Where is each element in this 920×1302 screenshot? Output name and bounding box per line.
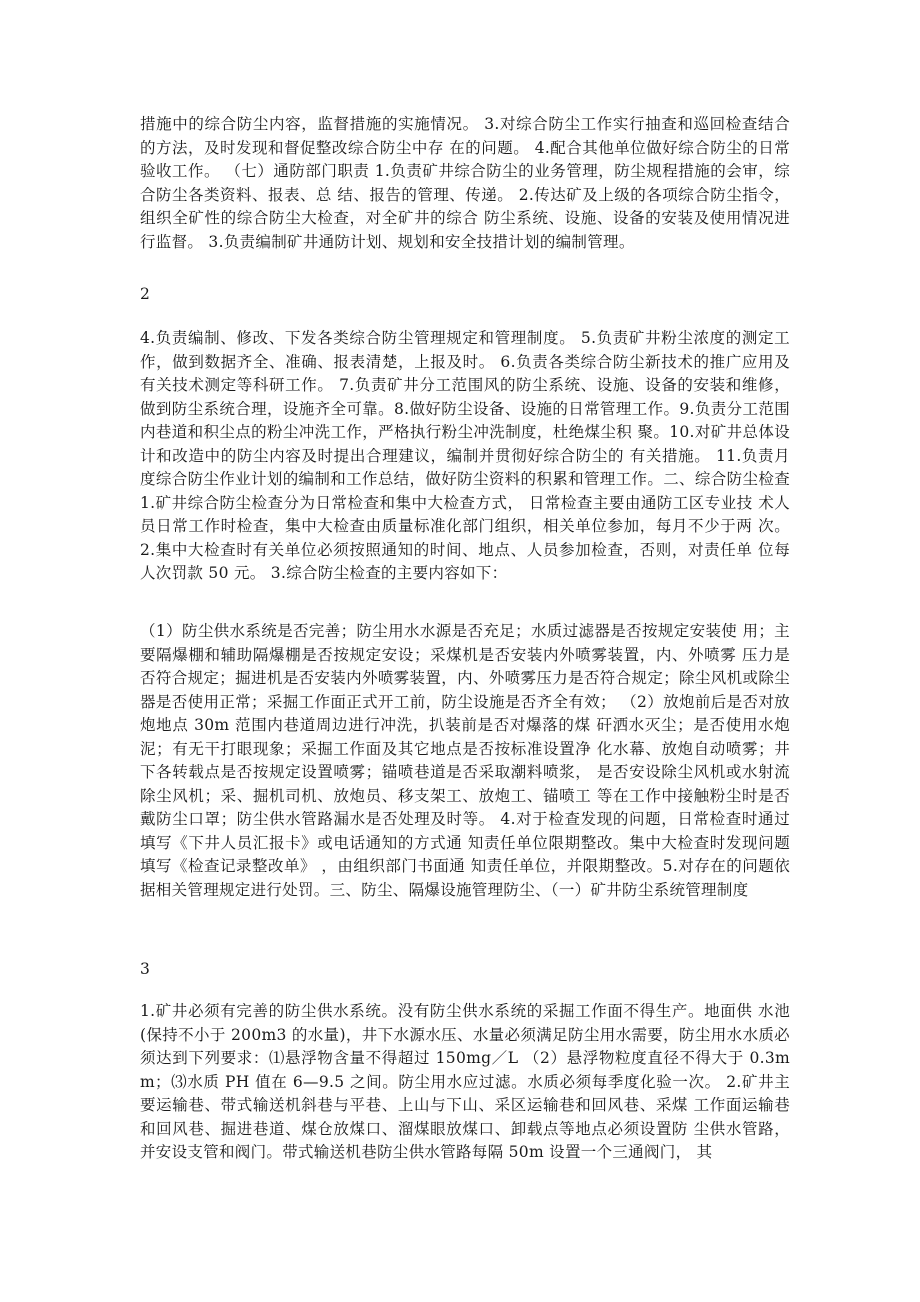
page-number-3: 3 — [140, 960, 150, 978]
paragraph-3: （1）防尘供水系统是否完善；防尘用水水源是否充足；水质过滤器是否按规定安装使 用；主要隔爆棚和辅助隔爆棚是否按规定安设；采煤机是否安装内外喷雾装置，内、外喷雾 压力是否符合规定；掘进机是否安装内外喷雾装置，内、外喷雾压力是否符合规定；除尘风机或除尘器是否使用正常；采掘工作面正式开工前，防尘设施是否齐全有效； （2）放炮前后是否对放炮地点 30m 范围内巷道周边进行冲洗，扒装前是否对爆落的煤 矸洒水灭尘；是否使用水炮泥；有无干打眼现象；采掘工作面及其它地点是否按标准设置净 化水幕、放炮自动喷雾；井下各转载点是否按规定设置喷雾；锚喷巷道是否采取潮料喷浆， 是否安设除尘风机或水射流除尘风机；采、掘机司机、放炮员、移支架工、放炮工、锚喷工 等在工作中接触粉尘时是否戴防尘口罩；防尘供水管路漏水是否处理及时等。 4.对于检查发现的问题，日常检查时通过填写《下井人员汇报卡》或电话通知的方式通 知责任单位限期整改。集中大检查时发现问题填写《检查记录整改单》 ，由组织部门书面通 知责任单位，并限期整改。5.对存在的问题依据相关管理规定进行处罚。三、防尘、隔爆设施管理防尘、（一）矿井防尘系统管理制度 — [140, 622, 790, 899]
page-number-2: 2 — [140, 285, 150, 303]
paragraph-2: 4.负责编制、修改、下发各类综合防尘管理规定和管理制度。 5.负责矿井粉尘浓度的测定工作，做到数据齐全、准确、报表清楚，上报及时。 6.负责各类综合防尘新技术的推广应用及有关技术测定等科研工作。 7.负责矿井分工范围风的防尘系统、设施、设备的安装和维修，做到防尘系统合理，设施齐全可靠。8.做好防尘设备、设施的日常管理工作。9.负责分工范围内巷道和积尘点的粉尘冲洗工作，严格执行粉尘冲洗制度，杜绝煤尘积 聚。10.对矿井总体设计和改造中的防尘内容及时提出合理建议，编制并贯彻好综合防尘的 有关措施。 11.负责月度综合防尘作业计划的编制和工作总结，做好防尘资料的积累和管理工作。二、综合防尘检查 1.矿井综合防尘检查分为日常检查和集中大检查方式， 日常检查主要由通防工区专业技 术人员日常工作时检查，集中大检查由质量标准化部门组织，相关单位参加，每月不少于两 次。 2.集中大检查时有关单位必须按照通知的时间、地点、人员参加检查，否则，对责任单 位每人次罚款 50 元。 3.综合防尘检查的主要内容如下： — [140, 329, 790, 582]
paragraph-4: 1.矿井必须有完善的防尘供水系统。没有防尘供水系统的采掘工作面不得生产。地面供 水池(保持不小于 200m3 的水量)，井下水源水压、水量必须满足防尘用水需要，防尘用水水质必须达到下列要求：⑴悬浮物含量不得超过 150mg／L （2）悬浮物粒度直径不得大于 0.3mm；⑶水质 PH 值在 6—9.5 之间。防尘用水应过滤。水质必须每季度化验一次。 2.矿井主要运输巷、带式输送机斜巷与平巷、上山与下山、采区运输巷和回风巷、采煤 工作面运输巷和回风巷、掘进巷道、煤仓放煤口、溜煤眼放煤口、卸载点等地点必须设置防 尘供水管路，并安设支管和阀门。带式输送机巷防尘供水管路每隔 50m 设置一个三通阀门， 其 — [140, 1002, 790, 1161]
paragraph-1: 措施中的综合防尘内容，监督措施的实施情况。 3.对综合防尘工作实行抽查和巡回检查结合的方法，及时发现和督促整改综合防尘中存 在的问题。 4.配合其他单位做好综合防尘的日常验收工作。 （七）通防部门职责 1.负责矿井综合防尘的业务管理，防尘规程措施的会审，综合防尘各类资料、报表、总 结、报告的管理、传递。 2.传达矿及上级的各项综合防尘指令，组织全矿性的综合防尘大检查，对全矿井的综合 防尘系统、设施、设备的安装及使用情况进行监督。 3.负责编制矿井通防计划、规划和安全技措计划的编制管理。 — [140, 115, 790, 251]
